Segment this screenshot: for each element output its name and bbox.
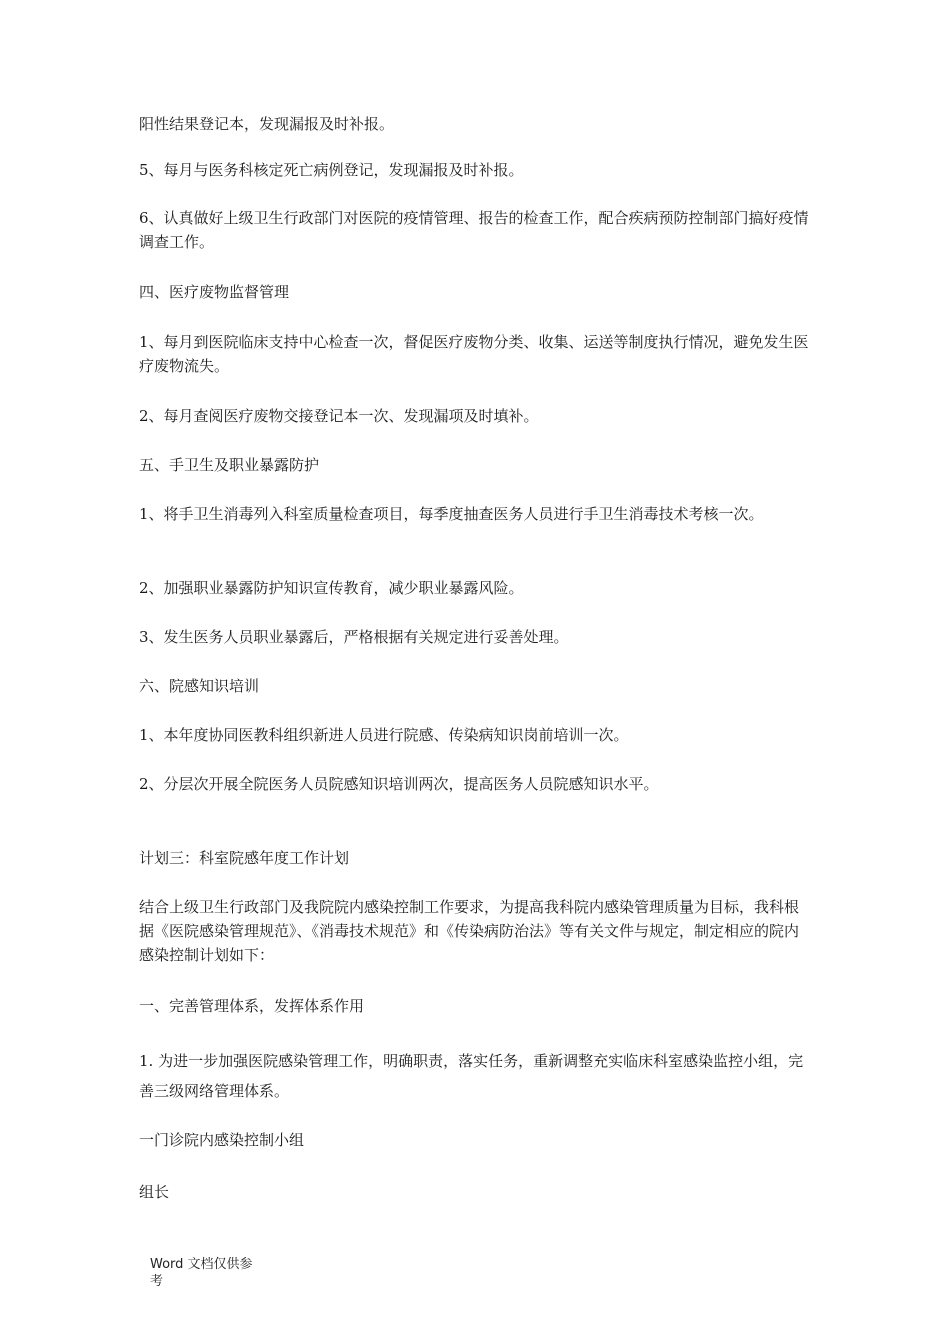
paragraph: 2、分层次开展全院医务人员院感知识培训两次，提高医务人员院感知识水平。 <box>139 775 659 793</box>
paragraph: 阳性结果登记本，发现漏报及时补报。 <box>139 115 395 133</box>
paragraph: 组长 <box>139 1183 170 1201</box>
paragraph: 6、认真做好上级卫生行政部门对医院的疫情管理、报告的检查工作，配合疾病预防控制部门搞好疫情调查工作。 <box>139 209 809 251</box>
footer-line: 考 <box>150 1274 164 1289</box>
section-heading: 四、医疗废物监督管理 <box>139 283 290 301</box>
section-heading: 六、院感知识培训 <box>139 677 260 695</box>
paragraph: 3、发生医务人员职业暴露后，严格根据有关规定进行妥善处理。 <box>139 628 569 646</box>
section-heading: 五、手卫生及职业暴露防护 <box>139 456 320 474</box>
plan-title: 计划三：科室院感年度工作计划 <box>139 849 350 867</box>
paragraph: 1、本年度协同医教科组织新进人员进行院感、传染病知识岗前培训一次。 <box>139 726 629 744</box>
paragraph: 1、每月到医院临床支持中心检查一次，督促医疗废物分类、收集、运送等制度执行情况，避免发生医疗废物流失。 <box>139 333 809 375</box>
paragraph: 一门诊院内感染控制小组 <box>139 1131 305 1149</box>
paragraph: 结合上级卫生行政部门及我院院内感染控制工作要求，为提高我科院内感染管理质量为目标，我科根据《医院感染管理规范》、《消毒技术规范》和《传染病防治法》等有关文件与规定，制定相应的院内感染控制计划如下： <box>139 898 800 964</box>
footer-note <box>150 1256 260 1290</box>
paragraph: 1. 为进一步加强医院感染管理工作，明确职责，落实任务，重新调整充实临床科室感染监控小组，完善三级网络管理体系。 <box>139 1052 804 1100</box>
paragraph: 1、将手卫生消毒列入科室质量检查项目，每季度抽查医务人员进行手卫生消毒技术考核一次。 <box>139 505 764 523</box>
paragraph: 2、加强职业暴露防护知识宣传教育，减少职业暴露风险。 <box>139 579 524 597</box>
paragraph: 5、每月与医务科核定死亡病例登记，发现漏报及时补报。 <box>139 161 524 179</box>
paragraph: 2、每月查阅医疗废物交接登记本一次、发现漏项及时填补。 <box>139 407 539 425</box>
footer-line: Word 文档仅供参 <box>150 1257 253 1272</box>
section-heading: 一、完善管理体系，发挥体系作用 <box>139 997 365 1015</box>
